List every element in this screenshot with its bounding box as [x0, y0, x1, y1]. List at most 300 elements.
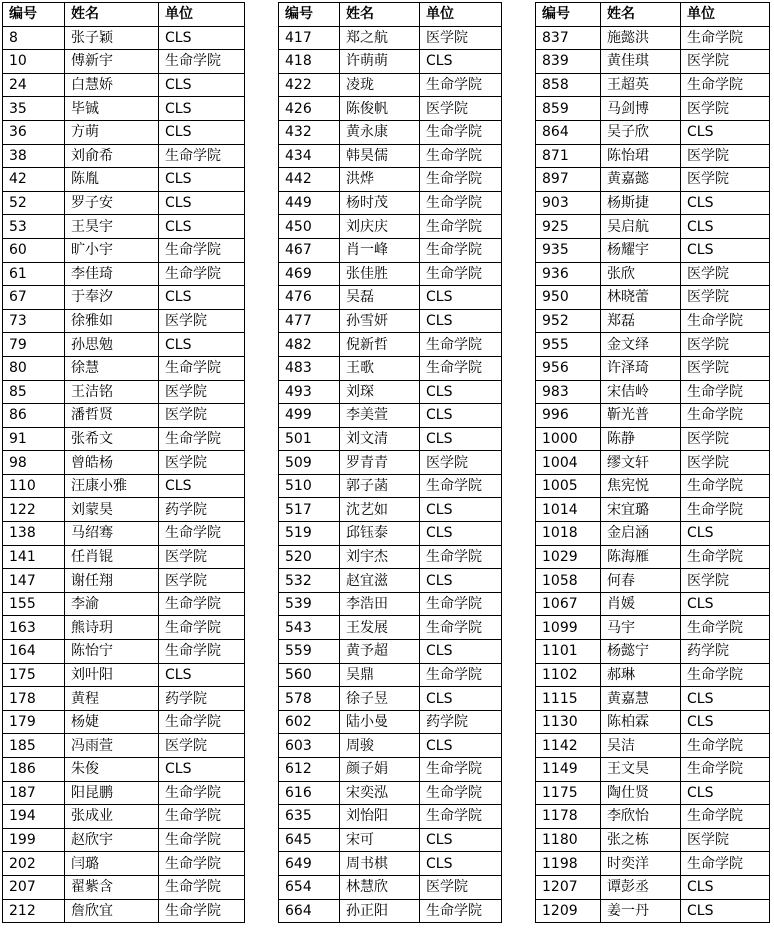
cell-unit: 生命学院	[159, 356, 245, 380]
cell-id: 122	[3, 498, 65, 522]
cell-unit: 医学院	[681, 144, 770, 168]
cell-id: 155	[3, 592, 65, 616]
cell-unit: 医学院	[681, 286, 770, 310]
cell-unit: 生命学院	[420, 144, 502, 168]
cell-name: 沈艺如	[340, 498, 420, 522]
cell-id: 501	[279, 427, 340, 451]
cell-id: 543	[279, 616, 340, 640]
cell-id: 86	[3, 404, 65, 428]
cell-unit: CLS	[159, 758, 245, 782]
cell-name: 吴洁	[601, 734, 681, 758]
cell-name: 时奕洋	[601, 852, 681, 876]
cell-name: 张成业	[65, 805, 159, 829]
cell-id: 202	[3, 852, 65, 876]
cell-name: 于奉汐	[65, 286, 159, 310]
cell-id: 952	[536, 309, 601, 333]
cell-name: 毕铖	[65, 97, 159, 121]
cell-name: 詹欣宜	[65, 899, 159, 923]
cell-name: 刘宇杰	[340, 545, 420, 569]
cell-name: 颜子娟	[340, 758, 420, 782]
cell-name: 李渝	[65, 592, 159, 616]
cell-name: 宋佶岭	[601, 380, 681, 404]
cell-id: 1178	[536, 805, 601, 829]
table-row	[536, 333, 770, 357]
header-id: 编号	[3, 3, 65, 27]
table-row	[536, 569, 770, 593]
cell-unit: 生命学院	[159, 875, 245, 899]
cell-id: 1207	[536, 875, 601, 899]
table-row	[279, 805, 502, 829]
table-row	[536, 687, 770, 711]
cell-id: 450	[279, 215, 340, 239]
table-row	[536, 168, 770, 192]
cell-name: 吴磊	[340, 286, 420, 310]
cell-name: 肖媛	[601, 592, 681, 616]
cell-name: 罗子安	[65, 191, 159, 215]
table-row	[3, 828, 245, 852]
cell-unit: CLS	[681, 215, 770, 239]
cell-name: 黄予超	[340, 640, 420, 664]
cell-id: 1099	[536, 616, 601, 640]
table-row	[279, 50, 502, 74]
cell-name: 翟紫含	[65, 875, 159, 899]
cell-id: 60	[3, 238, 65, 262]
table-row	[3, 333, 245, 357]
cell-id: 654	[279, 875, 340, 899]
table-row	[279, 309, 502, 333]
cell-unit: 医学院	[681, 333, 770, 357]
cell-id: 603	[279, 734, 340, 758]
table-row	[279, 97, 502, 121]
table-row	[536, 356, 770, 380]
cell-id: 645	[279, 828, 340, 852]
cell-id: 73	[3, 309, 65, 333]
table-row	[279, 758, 502, 782]
cell-name: 周骏	[340, 734, 420, 758]
table-row	[279, 238, 502, 262]
cell-name: 陆小曼	[340, 710, 420, 734]
cell-unit: CLS	[420, 569, 502, 593]
table-row	[536, 663, 770, 687]
cell-unit: 生命学院	[159, 616, 245, 640]
table-row	[536, 758, 770, 782]
cell-name: 宋奕泓	[340, 781, 420, 805]
cell-unit: CLS	[681, 238, 770, 262]
cell-id: 199	[3, 828, 65, 852]
table-row	[279, 522, 502, 546]
cell-name: 闫璐	[65, 852, 159, 876]
cell-unit: CLS	[159, 97, 245, 121]
cell-id: 955	[536, 333, 601, 357]
table-row	[3, 144, 245, 168]
header-name: 姓名	[601, 3, 681, 27]
cell-name: 方萌	[65, 120, 159, 144]
table-row	[3, 522, 245, 546]
table-row	[536, 805, 770, 829]
table-row	[279, 569, 502, 593]
cell-unit: 医学院	[159, 569, 245, 593]
table-row	[536, 404, 770, 428]
cell-name: 宋可	[340, 828, 420, 852]
table-row	[279, 120, 502, 144]
cell-id: 175	[3, 663, 65, 687]
table-row	[279, 828, 502, 852]
table-row	[3, 451, 245, 475]
cell-id: 859	[536, 97, 601, 121]
cell-unit: 生命学院	[681, 73, 770, 97]
table-row	[279, 592, 502, 616]
cell-name: 金启涵	[601, 522, 681, 546]
cell-name: 邱钰泰	[340, 522, 420, 546]
cell-id: 509	[279, 451, 340, 475]
cell-id: 418	[279, 50, 340, 74]
cell-unit: 生命学院	[420, 545, 502, 569]
cell-unit: CLS	[420, 404, 502, 428]
cell-name: 徐子昱	[340, 687, 420, 711]
cell-id: 1115	[536, 687, 601, 711]
cell-unit: 医学院	[681, 50, 770, 74]
header-unit: 单位	[159, 3, 245, 27]
table-row	[279, 687, 502, 711]
table-row	[279, 781, 502, 805]
table-row	[3, 427, 245, 451]
cell-unit: 生命学院	[420, 592, 502, 616]
cell-unit: 医学院	[420, 875, 502, 899]
header-row	[536, 3, 770, 27]
table-row	[3, 168, 245, 192]
table-row	[3, 758, 245, 782]
cell-name: 黄佳琪	[601, 50, 681, 74]
cell-name: 王发展	[340, 616, 420, 640]
header-row	[3, 3, 245, 27]
cell-name: 倪新哲	[340, 333, 420, 357]
cell-name: 陈怡珺	[601, 144, 681, 168]
table-row	[279, 545, 502, 569]
table-row	[536, 238, 770, 262]
cell-id: 612	[279, 758, 340, 782]
cell-name: 姜一丹	[601, 899, 681, 923]
table-row	[536, 97, 770, 121]
table-row	[3, 215, 245, 239]
cell-id: 1142	[536, 734, 601, 758]
cell-unit: 生命学院	[681, 498, 770, 522]
cell-id: 24	[3, 73, 65, 97]
cell-unit: 生命学院	[420, 899, 502, 923]
table-row	[3, 309, 245, 333]
cell-unit: 药学院	[159, 687, 245, 711]
cell-name: 黄嘉慧	[601, 687, 681, 711]
cell-name: 刘蒙昊	[65, 498, 159, 522]
header-name: 姓名	[340, 3, 420, 27]
table-row	[279, 262, 502, 286]
cell-name: 王超英	[601, 73, 681, 97]
cell-id: 67	[3, 286, 65, 310]
table-row	[279, 333, 502, 357]
table-row	[536, 215, 770, 239]
cell-name: 吴鼎	[340, 663, 420, 687]
table-row	[536, 474, 770, 498]
cell-unit: 生命学院	[681, 734, 770, 758]
cell-name: 陈海雁	[601, 545, 681, 569]
table-row	[3, 50, 245, 74]
cell-name: 吴启航	[601, 215, 681, 239]
cell-name: 徐慧	[65, 356, 159, 380]
cell-unit: 医学院	[681, 569, 770, 593]
cell-id: 417	[279, 26, 340, 50]
cell-name: 缪文轩	[601, 451, 681, 475]
cell-unit: CLS	[681, 710, 770, 734]
table-row	[536, 781, 770, 805]
table-row	[279, 73, 502, 97]
cell-id: 163	[3, 616, 65, 640]
table-row	[3, 710, 245, 734]
cell-unit: CLS	[681, 120, 770, 144]
cell-id: 10	[3, 50, 65, 74]
header-id: 编号	[279, 3, 340, 27]
cell-name: 白慧娇	[65, 73, 159, 97]
cell-name: 郭子菡	[340, 474, 420, 498]
cell-unit: 生命学院	[420, 781, 502, 805]
table-row	[279, 474, 502, 498]
cell-name: 傅新宇	[65, 50, 159, 74]
cell-name: 陈怡宁	[65, 640, 159, 664]
cell-id: 80	[3, 356, 65, 380]
cell-unit: 医学院	[681, 451, 770, 475]
table-row	[3, 97, 245, 121]
cell-id: 186	[3, 758, 65, 782]
table-row	[536, 451, 770, 475]
roster-table-2	[278, 2, 502, 923]
cell-id: 434	[279, 144, 340, 168]
cell-id: 422	[279, 73, 340, 97]
cell-unit: 生命学院	[420, 474, 502, 498]
cell-unit: 生命学院	[420, 663, 502, 687]
cell-id: 91	[3, 427, 65, 451]
cell-name: 靳光普	[601, 404, 681, 428]
table-row	[3, 687, 245, 711]
table-row	[279, 404, 502, 428]
cell-unit: 医学院	[159, 380, 245, 404]
cell-unit: CLS	[420, 50, 502, 74]
cell-unit: CLS	[159, 215, 245, 239]
cell-unit: 生命学院	[159, 427, 245, 451]
table-row	[536, 427, 770, 451]
cell-unit: CLS	[681, 687, 770, 711]
cell-name: 韩昊儒	[340, 144, 420, 168]
table-row	[536, 50, 770, 74]
cell-unit: 医学院	[159, 404, 245, 428]
cell-name: 刘庆庆	[340, 215, 420, 239]
table-row	[3, 569, 245, 593]
roster-table-3	[535, 2, 770, 923]
table-row	[536, 592, 770, 616]
cell-unit: 医学院	[681, 828, 770, 852]
cell-id: 426	[279, 97, 340, 121]
table-row	[279, 616, 502, 640]
cell-id: 467	[279, 238, 340, 262]
table-row	[536, 498, 770, 522]
table-row	[279, 144, 502, 168]
table-row	[279, 356, 502, 380]
cell-unit: 生命学院	[159, 805, 245, 829]
cell-unit: CLS	[159, 333, 245, 357]
cell-name: 张希文	[65, 427, 159, 451]
cell-name: 刘文清	[340, 427, 420, 451]
cell-name: 徐雅如	[65, 309, 159, 333]
cell-name: 任肖锟	[65, 545, 159, 569]
cell-unit: 医学院	[681, 97, 770, 121]
cell-unit: CLS	[681, 781, 770, 805]
cell-id: 1000	[536, 427, 601, 451]
cell-id: 52	[3, 191, 65, 215]
table-row	[3, 286, 245, 310]
cell-id: 493	[279, 380, 340, 404]
table-row	[3, 380, 245, 404]
cell-unit: 生命学院	[420, 215, 502, 239]
table-row	[536, 640, 770, 664]
cell-id: 449	[279, 191, 340, 215]
cell-id: 532	[279, 569, 340, 593]
cell-id: 38	[3, 144, 65, 168]
cell-unit: 生命学院	[159, 852, 245, 876]
cell-unit: 生命学院	[681, 805, 770, 829]
table-row	[3, 875, 245, 899]
header-name: 姓名	[65, 3, 159, 27]
table-row	[3, 640, 245, 664]
cell-id: 179	[3, 710, 65, 734]
cell-unit: 生命学院	[420, 168, 502, 192]
cell-name: 阳昆鹏	[65, 781, 159, 805]
cell-id: 510	[279, 474, 340, 498]
cell-id: 517	[279, 498, 340, 522]
cell-id: 903	[536, 191, 601, 215]
cell-name: 施懿洪	[601, 26, 681, 50]
cell-name: 熊诗玥	[65, 616, 159, 640]
cell-unit: 生命学院	[159, 592, 245, 616]
header-unit: 单位	[420, 3, 502, 27]
cell-unit: CLS	[420, 498, 502, 522]
cell-id: 476	[279, 286, 340, 310]
cell-unit: CLS	[681, 522, 770, 546]
cell-unit: CLS	[159, 191, 245, 215]
table-row	[279, 191, 502, 215]
table-row	[3, 26, 245, 50]
cell-name: 张欣	[601, 262, 681, 286]
cell-name: 肖一峰	[340, 238, 420, 262]
table-row	[3, 663, 245, 687]
table-row	[536, 286, 770, 310]
cell-id: 442	[279, 168, 340, 192]
cell-unit: CLS	[159, 168, 245, 192]
cell-name: 李佳琦	[65, 262, 159, 286]
header-unit: 单位	[681, 3, 770, 27]
table-row	[3, 852, 245, 876]
cell-unit: 医学院	[159, 545, 245, 569]
cell-id: 61	[3, 262, 65, 286]
cell-id: 519	[279, 522, 340, 546]
cell-name: 张佳胜	[340, 262, 420, 286]
cell-unit: 生命学院	[681, 309, 770, 333]
cell-id: 187	[3, 781, 65, 805]
cell-name: 郝琳	[601, 663, 681, 687]
table-row	[3, 238, 245, 262]
cell-name: 刘琛	[340, 380, 420, 404]
table-row	[279, 663, 502, 687]
cell-unit: CLS	[420, 380, 502, 404]
cell-name: 赵欣宇	[65, 828, 159, 852]
cell-id: 1014	[536, 498, 601, 522]
cell-id: 178	[3, 687, 65, 711]
cell-id: 79	[3, 333, 65, 357]
cell-id: 212	[3, 899, 65, 923]
cell-name: 黄嘉懿	[601, 168, 681, 192]
cell-unit: CLS	[159, 26, 245, 50]
cell-unit: 医学院	[681, 262, 770, 286]
table-row	[3, 120, 245, 144]
cell-id: 956	[536, 356, 601, 380]
table-row	[536, 191, 770, 215]
table-row	[279, 734, 502, 758]
cell-id: 839	[536, 50, 601, 74]
cell-name: 王歌	[340, 356, 420, 380]
cell-name: 陈俊帆	[340, 97, 420, 121]
table-row	[3, 805, 245, 829]
cell-id: 8	[3, 26, 65, 50]
cell-unit: 药学院	[159, 498, 245, 522]
cell-name: 马绍骞	[65, 522, 159, 546]
cell-id: 185	[3, 734, 65, 758]
cell-unit: CLS	[681, 191, 770, 215]
table-row	[3, 474, 245, 498]
cell-unit: 生命学院	[159, 522, 245, 546]
cell-unit: 生命学院	[420, 758, 502, 782]
cell-unit: CLS	[159, 120, 245, 144]
cell-unit: 生命学院	[159, 828, 245, 852]
cell-name: 罗青青	[340, 451, 420, 475]
table-row	[536, 545, 770, 569]
cell-unit: 医学院	[159, 309, 245, 333]
cell-unit: 医学院	[681, 356, 770, 380]
cell-id: 1209	[536, 899, 601, 923]
cell-id: 1149	[536, 758, 601, 782]
cell-unit: 医学院	[420, 97, 502, 121]
table-row	[279, 26, 502, 50]
cell-name: 郑之航	[340, 26, 420, 50]
table-row	[279, 380, 502, 404]
table-row	[3, 73, 245, 97]
cell-id: 649	[279, 852, 340, 876]
cell-name: 陈柏霖	[601, 710, 681, 734]
cell-unit: CLS	[159, 73, 245, 97]
cell-name: 孙正阳	[340, 899, 420, 923]
table-row	[536, 875, 770, 899]
cell-name: 焦宪悦	[601, 474, 681, 498]
cell-unit: 医学院	[681, 168, 770, 192]
table-row	[536, 120, 770, 144]
table-row	[536, 309, 770, 333]
cell-unit: 生命学院	[159, 640, 245, 664]
cell-id: 560	[279, 663, 340, 687]
cell-unit: 生命学院	[420, 238, 502, 262]
cell-id: 936	[536, 262, 601, 286]
cell-id: 1130	[536, 710, 601, 734]
cell-id: 1180	[536, 828, 601, 852]
table-row	[279, 852, 502, 876]
cell-id: 110	[3, 474, 65, 498]
cell-unit: 生命学院	[159, 144, 245, 168]
table-row	[3, 262, 245, 286]
table-row	[3, 545, 245, 569]
